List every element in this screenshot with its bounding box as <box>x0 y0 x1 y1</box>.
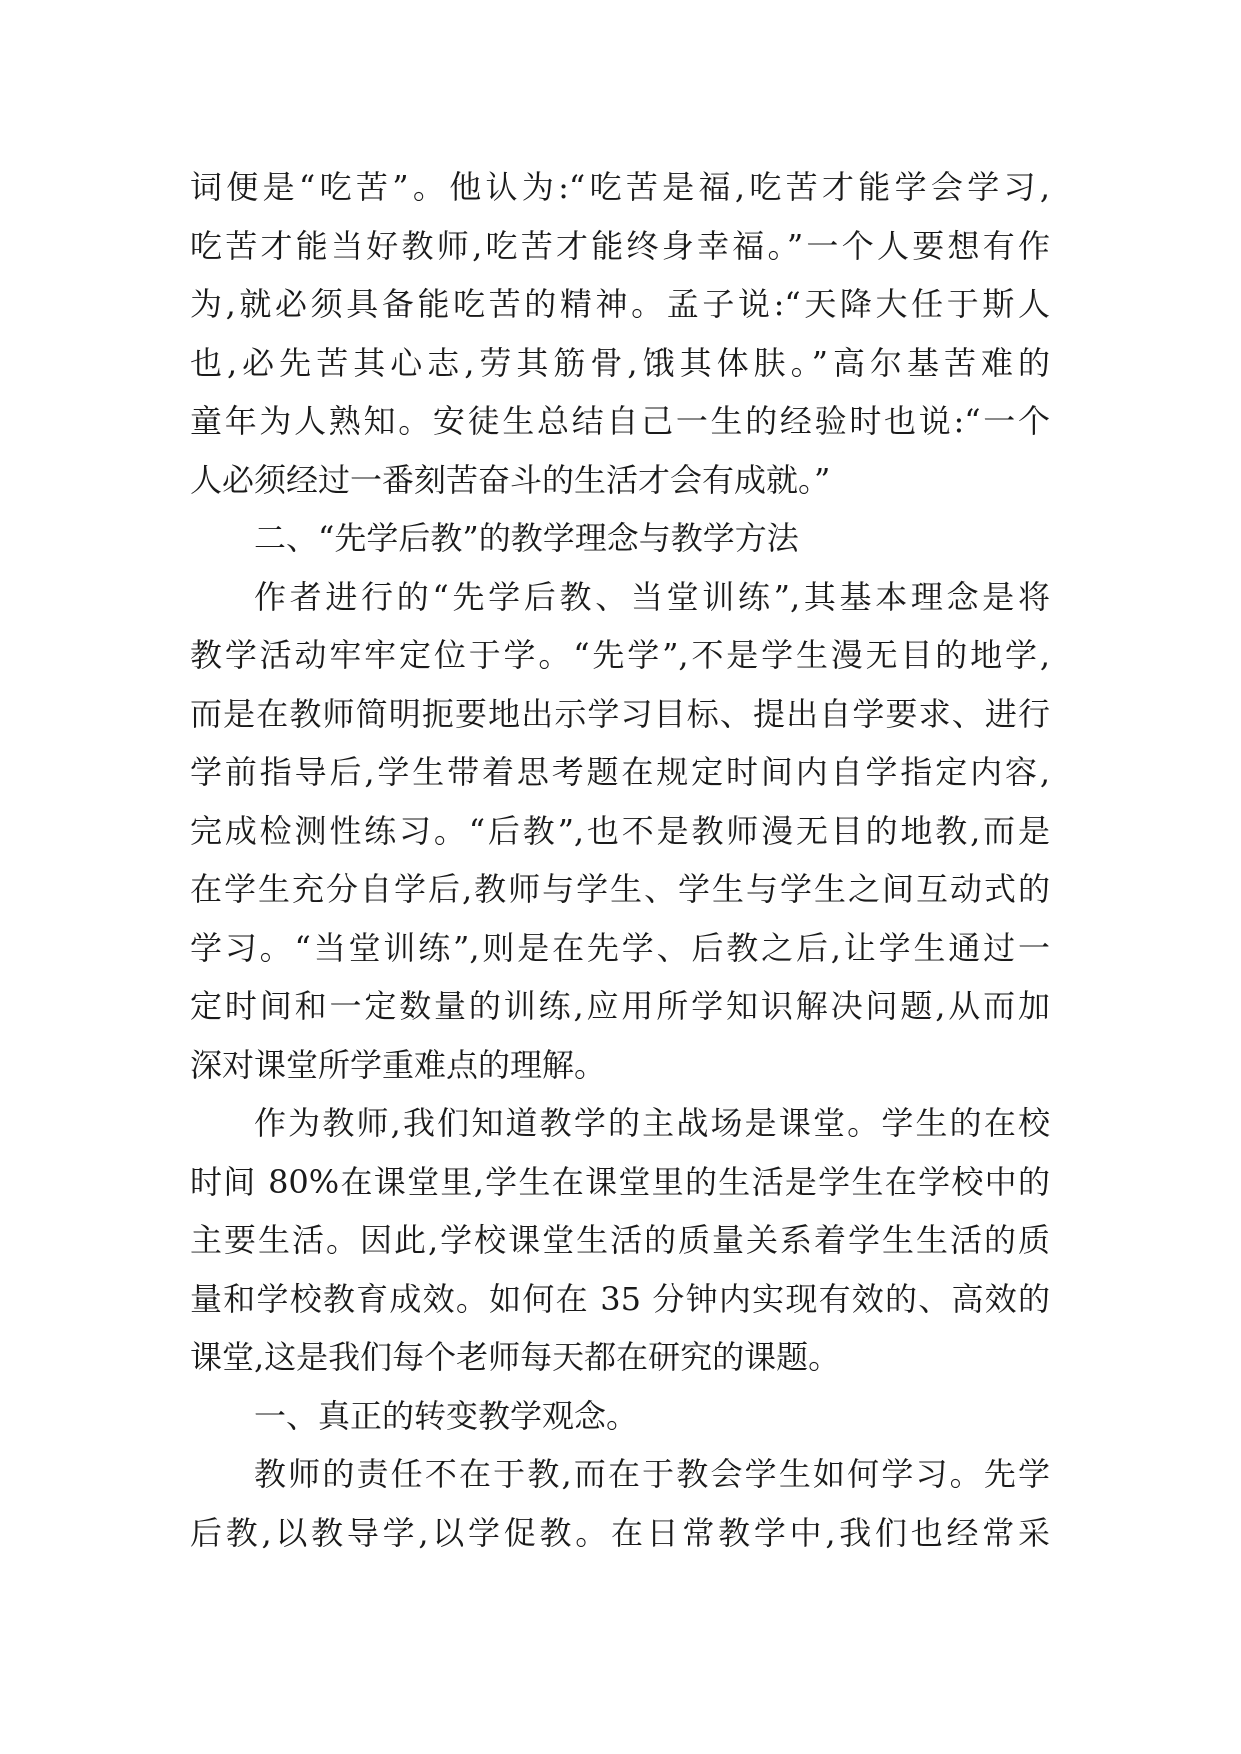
text-line: 二、“先学后教”的教学理念与教学方法 <box>254 519 799 557</box>
text-line: 而是在教师简明扼要地出示学习目标、提出自学要求、进行 <box>190 694 1050 733</box>
text-line: 作者进行的“先学后教、当堂训练”,其基本理念是将 <box>254 577 1050 616</box>
text-line: 词便是“吃苦”。他认为:“吃苦是福,吃苦才能学会学习, <box>190 168 1050 206</box>
text-line: 吃苦才能当好教师,吃苦才能终身幸福。”一个人要想有作 <box>190 226 1050 265</box>
text-line: 也,必先苦其心志,劳其筋骨,饿其体肤。”高尔基苦难的 <box>190 343 1050 382</box>
text-line: 深对课堂所学重难点的理解。 <box>190 1045 607 1084</box>
text-line: 定时间和一定数量的训练,应用所学知识解决问题,从而加 <box>190 987 1050 1025</box>
text-line: 量和学校教育成效。如何在 35 分钟内实现有效的、高效的 <box>190 1279 1050 1318</box>
text-line: 学习。“当堂训练”,则是在先学、后教之后,让学生通过一 <box>190 928 1050 967</box>
text-line: 在学生充分自学后,教师与学生、学生与学生之间互动式的 <box>190 870 1050 908</box>
text-line: 作为教师,我们知道教学的主战场是课堂。学生的在校 <box>254 1104 1050 1142</box>
text-line: 完成检测性练习。“后教”,也不是教师漫无目的地教,而是 <box>190 811 1050 850</box>
body-text <box>190 158 1050 1562</box>
text-line: 后教,以教导学,以学促教。在日常教学中,我们也经常采 <box>190 1513 1050 1552</box>
text-line: 时间 80%在课堂里,学生在课堂里的生活是学生在学校中的 <box>190 1162 1050 1201</box>
text-line: 人必须经过一番刻苦奋斗的生活才会有成就。” <box>190 460 831 499</box>
text-line: 主要生活。因此,学校课堂生活的质量关系着学生生活的质 <box>190 1221 1050 1259</box>
text-line: 童年为人熟知。安徒生总结自己一生的经验时也说:“一个 <box>190 402 1050 440</box>
text-line: 为,就必须具备能吃苦的精神。孟子说:“天降大任于斯人 <box>190 285 1050 323</box>
text-line: 课堂,这是我们每个老师每天都在研究的课题。 <box>190 1338 841 1376</box>
text-line: 一、真正的转变教学观念。 <box>254 1396 639 1435</box>
text-line: 教师的责任不在于教,而在于教会学生如何学习。先学 <box>254 1455 1050 1493</box>
text-line: 教学活动牢牢定位于学。“先学”,不是学生漫无目的地学, <box>190 636 1050 674</box>
text-line: 学前指导后,学生带着思考题在规定时间内自学指定内容, <box>190 753 1050 791</box>
